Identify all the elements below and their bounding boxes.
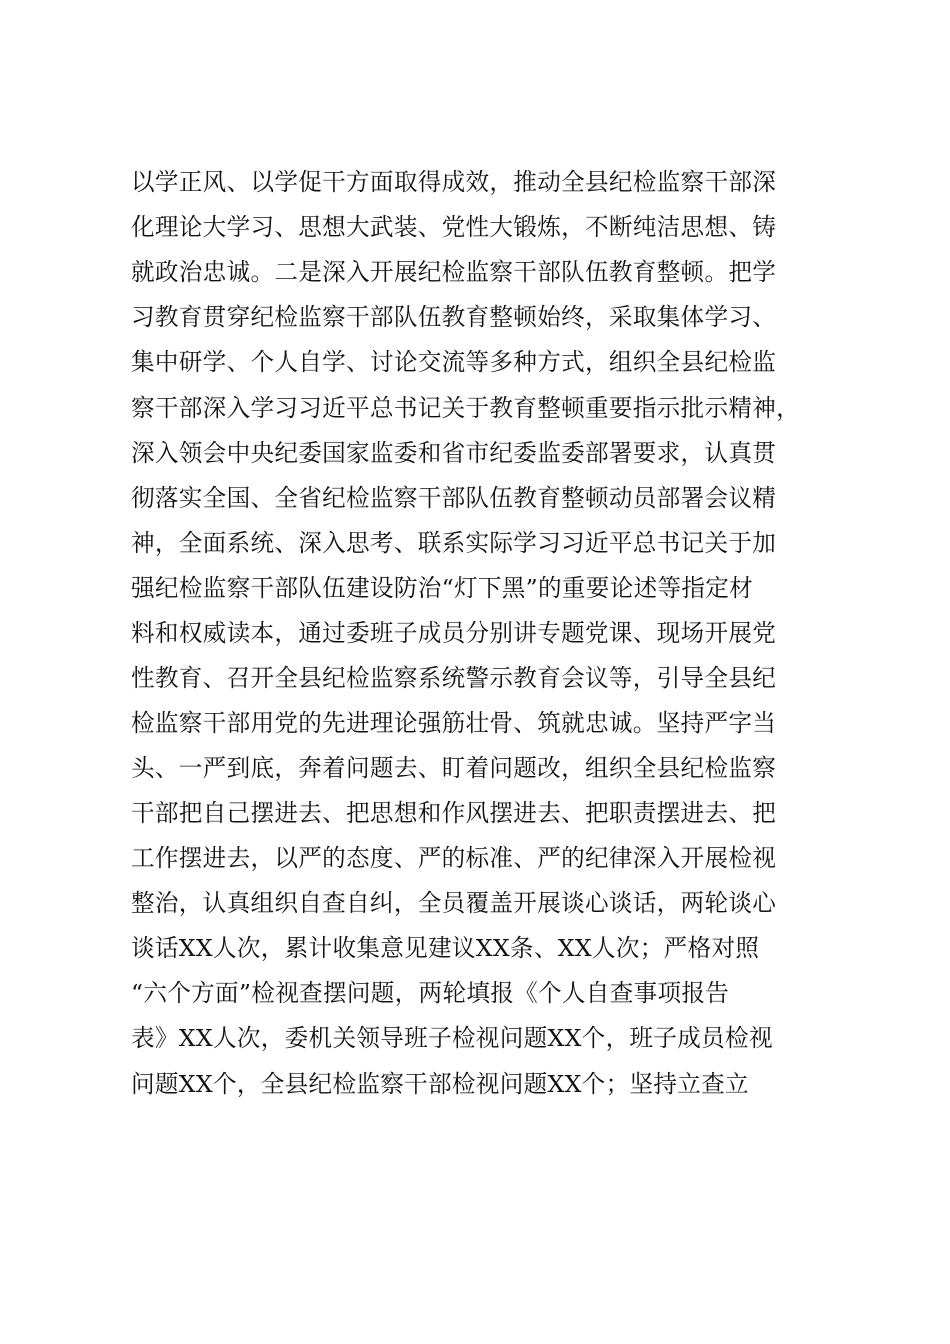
text-line: 就政治忠诚。二是深入开展纪检监察干部队伍教育整顿。把学 [131, 258, 777, 286]
text-line: 集中研学、个人自学、讨论交流等多种方式，组织全县纪检监 [131, 348, 777, 376]
text-line: 谈话XX人次，累计收集意见建议XX条、XX人次；严格对照 [131, 934, 760, 962]
text-line: 工作摆进去，以严的态度、严的标准、严的纪律深入开展检视 [131, 844, 777, 872]
text-line: 整治，认真组织自查自纠，全员覆盖开展谈心谈话，两轮谈心 [131, 889, 777, 917]
text-line: 察干部深入学习习近平总书记关于教育整顿重要指示批示精神， [131, 394, 801, 422]
text-line: 以学正风、以学促干方面取得成效，推动全县纪检监察干部深 [131, 168, 777, 196]
text-line: 化理论大学习、思想大武装、党性大锻炼，不断纯洁思想、铸 [131, 213, 777, 241]
text-line: 头、一严到底，奔着问题去、盯着问题改，组织全县纪检监察 [131, 754, 777, 782]
text-line: “六个方面”检视查摆问题，两轮填报《个人自查事项报告 [131, 979, 730, 1007]
text-line: 表》XX人次，委机关领导班子检视问题XX个，班子成员检视 [131, 1024, 773, 1052]
text-line: 深入领会中央纪委国家监委和省市纪委监委部署要求，认真贯 [131, 439, 777, 467]
text-line: 性教育、召开全县纪检监察系统警示教育会议等，引导全县纪 [131, 664, 777, 692]
text-line: 干部把自己摆进去、把思想和作风摆进去、把职责摆进去、把 [131, 799, 777, 827]
text-line: 料和权威读本，通过委班子成员分别讲专题党课、现场开展党 [131, 619, 777, 647]
text-line: 检监察干部用党的先进理论强筋壮骨、筑就忠诚。坚持严字当 [131, 709, 777, 737]
text-line: 习教育贯穿纪检监察干部队伍教育整顿始终，采取集体学习、 [131, 303, 777, 331]
text-line: 神，全面系统、深入思考、联系实际学习习近平总书记关于加 [131, 529, 777, 557]
text-line: 彻落实全国、全省纪检监察干部队伍教育整顿动员部署会议精 [131, 484, 777, 512]
text-line: 强纪检监察干部队伍建设防治“灯下黑”的重要论述等指定材 [131, 574, 754, 602]
text-line: 问题XX个，全县纪检监察干部检视问题XX个；坚持立查立 [131, 1070, 749, 1098]
